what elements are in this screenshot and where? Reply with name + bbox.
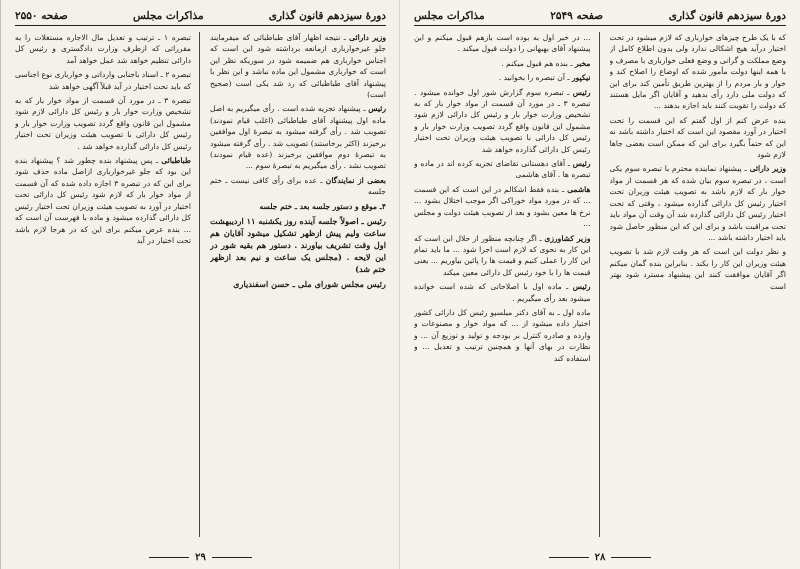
right-page-left-column xyxy=(414,32,600,537)
paragraph xyxy=(210,103,386,171)
left-page-left-column xyxy=(15,32,200,537)
speech-text: ـ بنده هم قبول میکنم . xyxy=(501,58,573,68)
paragraph: تبصره ۳ ـ در مورد آن قسمت از مواد خوار بار که به تشخیص وزارت خوار بار و رئیس کل دارائی لازم شود مشمول این قانون واقع گردد تصویب وزارت خوار بار و رئیس کل دارائی با تصویب هیئت وزیران تحت اختیار رئیس کل دارائی گذارده خواهد شد . xyxy=(15,96,191,151)
speech-text: ـ ماده اول با اصلاحاتی که شده است خوانده میشود بعد رأی میگیریم . xyxy=(414,282,591,303)
paragraph xyxy=(414,72,591,83)
paragraph: بنده عرض کنم از اول گفتم که این قسمت را تحت اختیار در آورد مقصود این است که اختیار داشته باشد نه این که حتماً بگیرد برای این که ممکن است بعضی جاها لازم شود xyxy=(609,115,786,160)
right-page-label: صفحه ۲۵۴۹ xyxy=(550,10,604,22)
speaker-name: رئیس xyxy=(368,104,386,114)
paragraph xyxy=(15,155,191,246)
speaker-name: هاشمی xyxy=(567,184,591,194)
paragraph: و نظر دولت این است که هر وقت لازم شد با تصویب هیئت وزیران این کار را بکند . بنابراین بنده گمان میکنم اگر آقایان موافقت کنند این پیشنهاد مسترد شود بهتر است xyxy=(609,247,786,291)
right-session-title: دورهٔ سیزدهم قانون گذاری xyxy=(668,10,786,22)
speech-text: ـ آقای دهستانی تقاضای تجزیه کرده اند در ماده و تبصره ها . آقای هاشمی xyxy=(414,159,591,180)
section-heading: ۴ـ موقع و دستور جلسه بعد ـ ختم جلسه xyxy=(259,201,386,211)
right-running-head xyxy=(414,10,786,26)
speech-text: ـ اگر چنانچه منظور از حلال این است که این کار به نحوی که لازم است اجرا شود ... ما باید تمام این کار را عملی کنیم و قیمت ها را پائین بیاوریم ... یعنی قیمت ها را با خود رئیس کل دارائی معین میکند xyxy=(414,233,591,277)
left-running-head xyxy=(15,10,386,26)
left-session-title: دورهٔ سیزدهم قانون گذاری xyxy=(268,10,386,22)
speech-text: ـ عده برای رأی کافی نیست ـ ختم جلسه xyxy=(210,175,386,197)
speaker-name: رئیس xyxy=(572,282,591,292)
paragraph xyxy=(610,163,787,243)
paragraph: تبصره ۲ ـ اسناد باجنابی وارداتی و خوارباری نوع اجناسی که باید تحت اختیار در آید قبلاً آگهی خواهد شد xyxy=(15,70,191,91)
paragraph xyxy=(414,87,591,155)
speech-text: ـ بنده فقط اشکالم در این است که این قسمت ... که در مورد مواد خوراکی اگر موجب اختلال بشود ... نرخ ها معین بشود و بعد از تصویب هیئت دولت و مجلس ... xyxy=(414,184,591,229)
speaker-name: رئیس xyxy=(572,159,591,169)
right-columns xyxy=(414,32,786,537)
left-columns xyxy=(15,32,386,537)
speaker-name: طباطبائی xyxy=(161,156,192,166)
speech-text: ـ پس پیشنهاد بنده چطور شد ؟ پیشنهاد بنده این بود که جلو غیرخوارباری ازاصل ماده حذف شود برای این که در تبصره ۳ اجازه داده شده که آن قسمت از مواد خوار بار که لازم شود رئیس کل دارائی تحت اختیار در آورد به تصویب هیئت وزیران تحت اختیار رئیس کل دارائی گذارده میشود و ماده با فهرست آن است که ... بنده عرض میکنم برای این که در هرجا لازم باشد تحت اختیار در آید xyxy=(15,156,191,245)
right-journal-title: مذاکرات مجلس xyxy=(414,10,485,22)
paragraph: که با یک طرح چیزهای خوارباری که لازم میشود در تحت اختیار درآید هیچ اشکالی ندارد ولی بدون اطلاع کامل از وضع مملکت و گرانی و وضع فعلی خوارباری با مصرف و با همه اینها دولت مأمور شده که اوضاع را اصلاح کند و خوار و بار مردم را از بهترین طریق تأمین کند برای این که دولت ملی دارد رأی بدهید و آقایان اگر مایل هستند که دولت را تقویت کنند باید اجازه بدهند ... xyxy=(609,33,786,111)
left-page-number xyxy=(1,552,400,563)
right-page-right-column xyxy=(610,32,787,537)
left-journal-title: مذاکرات مجلس xyxy=(133,10,204,22)
speech-text: ـ نتیجه اظهار آقای طباطبائی که میفرمایند جلو غیرخوارباری ازمانعه برداشته شود این است که اجناس خوارباری هم ضمیمه شود در سوریکه نظر این است که خوارباری مشمول این ماده نباشد و این نظر با پیشنهاد آقای طباطبائی که رد شد یکی است (صحیح است) xyxy=(210,33,386,100)
speaker-name: وزیر دارائی xyxy=(749,164,786,174)
page-number-text: ۲۸ xyxy=(594,552,606,563)
left-page-right-column xyxy=(210,32,386,537)
left-page-label: صفحه ۲۵۵۰ xyxy=(15,10,68,22)
paragraph xyxy=(414,184,591,230)
speaker-name: مخبر xyxy=(575,58,591,68)
speaker-name: نیکپور xyxy=(572,73,591,83)
session-close-text: رئیس ـ اصولاً جلسه آینده روز یکشنبه ۱۱ اردیبهشت ساعت ولیم پیش ازظهر تشکیل میشود آقایان هم اول وقت تشریف بیاورند . دستور هم بقیه شور در این لایحه . (مجلس یک ساعت و نیم بعد ازظهر ختم شد) xyxy=(210,216,386,275)
speaker-name: وزیر دارائی xyxy=(349,33,386,42)
paragraph: ماده اول ـ به آقای دکتر میلسپو رئیس کل دارائی کشور اختیار داده میشود از ... که مواد خوار و مصنوعات و وارده و صادره کنترل بر بودجه و تولید و توزیع آن ... و نظارت در بهای آنها و همچنین ترتیب و تعدیل ... و استفاده کند xyxy=(414,307,591,363)
speech-text: ـ آن تبصره را بخوانید . xyxy=(498,73,570,83)
speech-text: ـ تبصره سوم گزارش شور اول خوانده میشود . تبصره ۳ ـ در مورد آن قسمت از مواد خوار بار که به تشخیص وزارت خوار بار و رئیس کل دارائی لازم شود مشمول این قانون واقع گردد تصویب وزارت خوار بار و رئیس کل دارائی با تصویب هیئت وزیران تحت اختیار رئیس کل دارائی گذارده خواهد شد xyxy=(414,87,591,154)
paragraph xyxy=(414,58,591,69)
right-page xyxy=(400,0,800,569)
paragraph xyxy=(414,281,591,304)
page-number-text: ۲۹ xyxy=(195,552,206,563)
paragraph xyxy=(210,175,386,198)
paragraph: ... در خبر اول به بوده است بازهم قبول میکنم و این پیشنهاد آقای بهبهانی را دولت قبول میکند . xyxy=(414,33,591,54)
right-page-number xyxy=(400,552,800,563)
paragraph xyxy=(210,32,386,100)
paragraph xyxy=(414,233,591,279)
speaker-name: رئیس xyxy=(572,87,591,97)
speaker-name: بعضی از نمایندگان xyxy=(325,175,386,185)
speech-text: ـ پیشنهاد نماینده محترم با تبصره سوم یکی است ، در تبصره سوم بیان شده که هر قسمت از مواد خوار بار که لازم باشد به تصویب هیئت وزیران تحت اختیار رئیس کل دارائی گذارده میشود ، وقتی که تحت اختیار رئیس کل دارائی گذارده شد آن وقت آن مواد باید تحت مراقبت باشد و برای این که این منظور حاصل شود باید اختیار داشته باشد ... xyxy=(609,164,786,242)
paragraph: تبصره ۱ ـ ترتیب و تعدیل مال الاجاره مستغلات را به مقرراتی که ازطرف وزارت دادگستری و رئیس کل دارائی تنظیم خواهد شد عمل خواهد آمد xyxy=(15,33,191,65)
signature: رئیس مجلس شورای ملی ـ حسن اسفندیاری xyxy=(233,279,386,290)
paragraph xyxy=(414,158,591,181)
speaker-name: وزیر کشاورزی xyxy=(544,233,591,243)
speech-text: ـ پیشنهاد تجزیه شده است . رأی میگیریم به اصل ماده اول پیشنهاد آقای طباطبائی (اغلب قیام نمودند) تصویب شد . رأی گرفته میشود به تبصرهٔ اول موافقین برخیزند (اکثر برخاستند) تصویب شد . رأی گرفته میشود به تبصرهٔ دوم موافقین برخیزند (عده قیام نمودند) تصویب نشد . رأی میگیریم به تبصرهٔ سوم ... xyxy=(210,104,386,171)
